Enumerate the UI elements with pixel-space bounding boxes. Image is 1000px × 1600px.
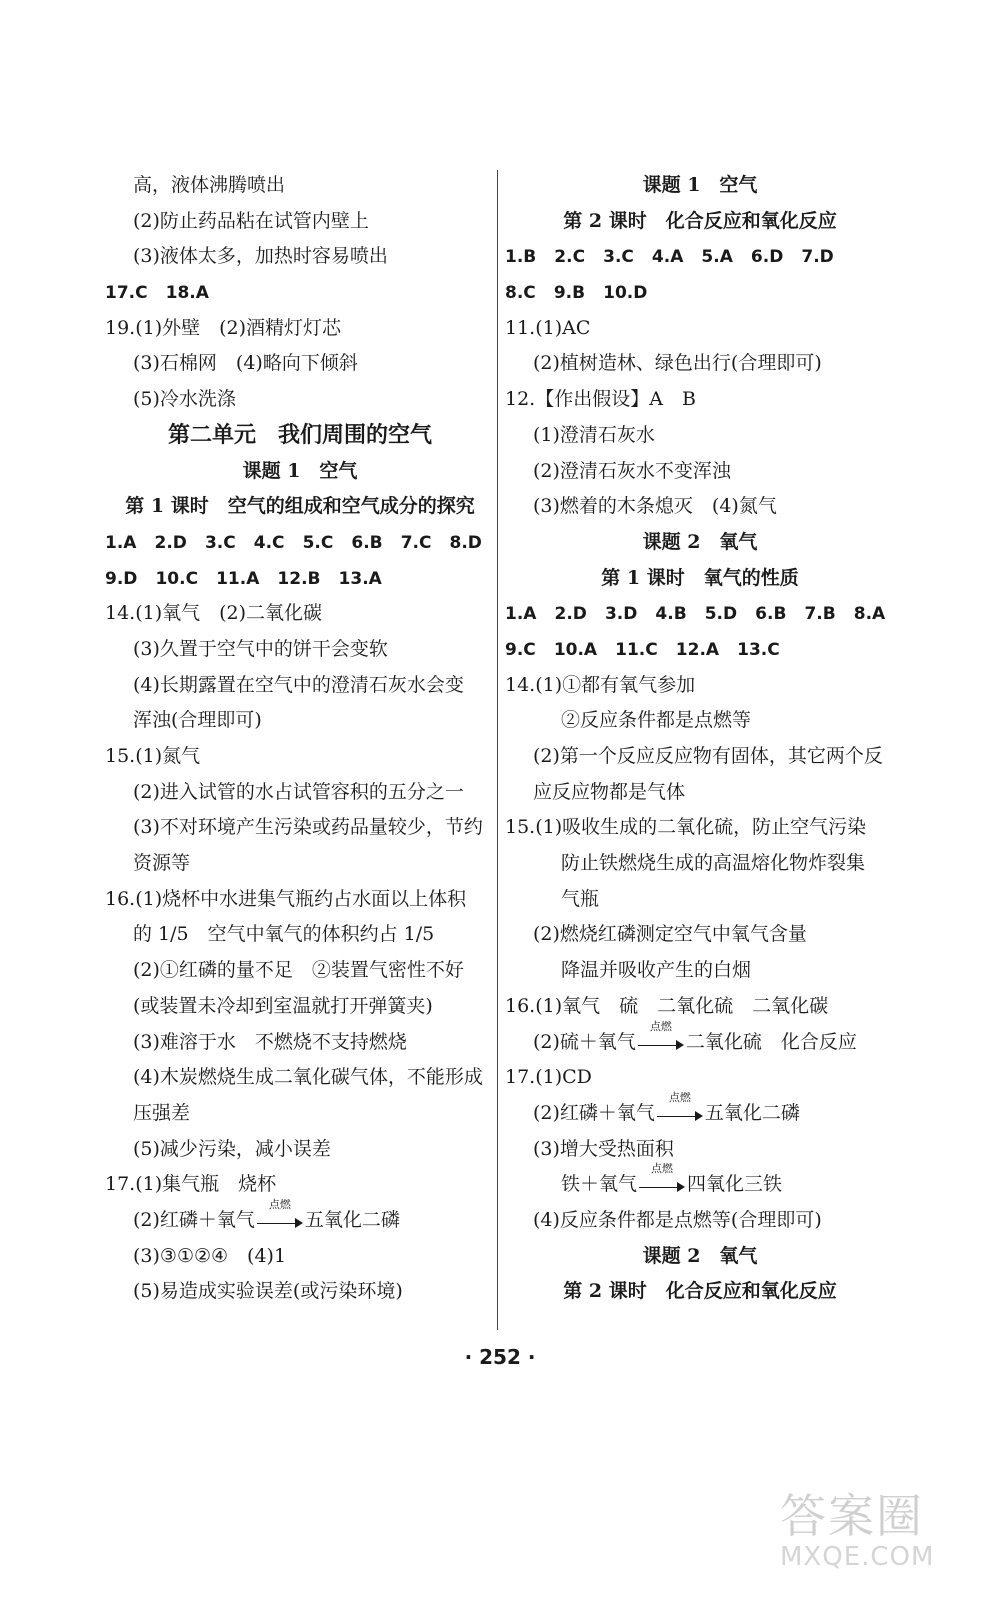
answer-line: 16.(1)氧气 硫 二氧化硫 二氧化碳	[505, 994, 829, 1017]
lesson-heading: 第 1 课时 氧气的性质	[601, 566, 799, 589]
mc-answer: 17.C	[105, 283, 148, 304]
mc-answer: 5.C	[302, 532, 334, 553]
answer-line: (或装置未冷却到室温就打开弹簧夹)	[133, 994, 433, 1017]
answer-line: (3)增大受热面积	[533, 1137, 674, 1160]
mc-answer: 5.A	[701, 247, 733, 268]
mc-row	[505, 275, 895, 311]
answer-line: (2)进入试管的水占试管容积的五分之一	[133, 780, 464, 803]
mc-answer: 4.A	[651, 247, 684, 268]
answer-line: 压强差	[133, 1101, 191, 1124]
mc-answer: 1.A	[505, 604, 537, 625]
answer-line: 14.(1)①都有氧气参加	[505, 673, 696, 696]
mc-answer: 6.B	[755, 604, 787, 625]
mc-answer: 8.D	[449, 532, 482, 553]
answer-line: 降温并吸收产生的白烟	[561, 959, 752, 982]
mc-answer: 9.D	[105, 568, 138, 589]
answer-line: (3)液体太多，加热时容易喷出	[133, 245, 388, 268]
mc-answer: 7.D	[801, 247, 834, 268]
answer-line: (4)木炭燃烧生成二氧化碳气体，不能形成	[133, 1066, 483, 1089]
answer-line: 应反应物都是气体	[533, 780, 686, 803]
mc-answer: 7.B	[804, 604, 836, 625]
mc-answer: 18.A	[165, 283, 209, 304]
equation-line	[505, 1090, 895, 1132]
equation-reactants: 铁＋氧气	[561, 1173, 638, 1196]
answer-line: (4)反应条件都是点燃等(合理即可)	[533, 1208, 822, 1231]
answer-line: (2)防止药品粘在试管内壁上	[133, 209, 369, 232]
equation-reactants: (2)红磷＋氧气	[533, 1101, 655, 1124]
answer-line: 的 1/5 空气中氧气的体积约占 1/5	[133, 923, 435, 946]
mc-answer: 2.D	[154, 532, 187, 553]
equation-line	[505, 1162, 895, 1203]
answer-line: (4)长期露置在空气中的澄清石灰水会变	[133, 673, 464, 696]
mc-row	[105, 561, 495, 597]
mc-answer: 3.C	[204, 532, 236, 553]
mc-answer: 12.A	[675, 639, 720, 660]
answer-line: 19.(1)外壁 (2)酒精灯灯芯	[105, 316, 342, 339]
topic-heading: 课题 2 氧气	[642, 1244, 758, 1267]
unit-title: 第二单元 我们周围的空气	[167, 421, 432, 448]
equation-products: 五氧化二磷	[704, 1101, 800, 1124]
reaction-arrow-icon	[639, 1162, 685, 1192]
answer-line: 防止铁燃烧生成的高温熔化物炸裂集	[561, 852, 866, 875]
mc-answer: 10.C	[155, 568, 199, 589]
column-divider	[497, 170, 498, 1330]
mc-answer: 1.B	[505, 247, 537, 268]
mc-answer: 1.A	[105, 532, 137, 553]
topic-heading: 课题 1 空气	[642, 174, 758, 196]
mc-answer: 6.D	[750, 247, 784, 268]
answer-line: (3)不对环境产生污染或药品量较少，节约	[133, 816, 483, 839]
answer-line: 11.(1)AC	[505, 316, 591, 339]
equation-line	[505, 1019, 895, 1061]
watermark-logo	[780, 1480, 980, 1590]
mc-answer: 3.D	[604, 604, 638, 625]
answer-line: (2)燃烧红磷测定空气中氧气含量	[533, 923, 807, 946]
answer-line: (3)石棉网 (4)略向下倾斜	[133, 352, 358, 375]
answer-line: 12.【作出假设】A B	[505, 388, 696, 411]
reaction-condition: 点燃	[651, 1162, 674, 1176]
answer-line: (5)易造成实验误差(或污染环境)	[133, 1280, 403, 1303]
answer-line: 16.(1)烧杯中水进集气瓶约占水面以上体积	[105, 887, 467, 910]
mc-row	[105, 525, 495, 561]
watermark-url: MXQE.COM	[780, 1542, 935, 1572]
answer-line: (2)植树造林、绿色出行(合理即可)	[533, 352, 822, 375]
watermark-logo-text: 答案圈	[780, 1489, 924, 1543]
mc-row	[105, 275, 495, 311]
reaction-condition: 点燃	[649, 1019, 672, 1033]
answer-line: 17.(1)CD	[505, 1066, 592, 1089]
left-column	[105, 168, 495, 1310]
answer-line: (2)澄清石灰水不变浑浊	[533, 459, 731, 482]
mc-answer: 8.C	[505, 283, 536, 304]
mc-answer: 9.B	[553, 283, 586, 304]
reaction-arrow-icon	[638, 1019, 684, 1050]
equation-reactants: (2)红磷＋氧气	[133, 1208, 255, 1231]
mc-answer: 9.C	[505, 639, 536, 660]
answer-line: 气瓶	[561, 887, 600, 910]
mc-answer: 6.B	[351, 532, 383, 553]
lesson-heading: 第 1 课时 空气的组成和空气成分的探究	[125, 495, 475, 518]
lesson-heading: 第 2 课时 化合反应和氧化反应	[563, 1280, 837, 1303]
answer-line: 资源等	[133, 852, 191, 875]
answer-line: (5)减少污染，减小误差	[133, 1137, 331, 1160]
equation-reactants: (2)硫＋氧气	[533, 1030, 636, 1053]
answer-line: 17.(1)集气瓶 烧杯	[105, 1173, 277, 1196]
topic-heading: 课题 2 氧气	[642, 530, 758, 553]
answer-line: (3)久置于空气中的饼干会变软	[133, 637, 388, 660]
reaction-condition: 点燃	[668, 1090, 691, 1104]
mc-answer: 11.A	[216, 568, 260, 589]
reaction-arrow-icon	[257, 1197, 303, 1228]
mc-answer: 2.D	[554, 604, 587, 625]
mc-answer: 10.D	[603, 283, 648, 304]
equation-products: 二氧化硫 化合反应	[685, 1030, 857, 1053]
mc-answer: 4.C	[253, 532, 285, 553]
answer-line: 15.(1)氮气	[105, 745, 201, 767]
mc-answer: 13.A	[338, 568, 382, 589]
answer-line: 高，液体沸腾喷出	[133, 174, 286, 196]
answer-line: (2)第一个反应反应物有固体，其它两个反	[533, 745, 883, 767]
mc-answer: 5.D	[704, 604, 738, 625]
lesson-heading: 第 2 课时 化合反应和氧化反应	[563, 209, 837, 232]
mc-answer: 7.C	[400, 532, 432, 553]
reaction-condition: 点燃	[268, 1197, 291, 1211]
right-column	[505, 168, 895, 1310]
answer-line: (2)①红磷的量不足 ②装置气密性不好	[133, 959, 464, 982]
answer-line: 浑浊(合理即可)	[133, 709, 262, 732]
reaction-arrow-icon	[657, 1090, 703, 1121]
answer-line: (3)难溶于水 不燃烧不支持燃烧	[133, 1030, 407, 1053]
mc-row	[505, 239, 895, 275]
mc-answer: 8.A	[853, 604, 886, 625]
answer-line: (3)燃着的木条熄灭 (4)氮气	[533, 495, 777, 518]
mc-answer: 3.C	[603, 247, 634, 268]
mc-answer: 10.A	[553, 639, 598, 660]
mc-answer: 11.C	[615, 639, 658, 660]
equation-line	[105, 1197, 495, 1239]
mc-answer: 4.B	[655, 604, 687, 625]
mc-answer: 2.C	[554, 247, 586, 268]
mc-answer: 13.C	[737, 639, 780, 660]
equation-products: 四氧化三铁	[687, 1173, 783, 1196]
answer-line: (1)澄清石灰水	[533, 423, 655, 446]
answer-line: 14.(1)氧气 (2)二氧化碳	[105, 602, 323, 625]
answer-line: 15.(1)吸收生成的二氧化硫，防止空气污染	[505, 816, 867, 839]
equation-products: 五氧化二磷	[304, 1208, 400, 1231]
answer-line: (3)③①②④ (4)1	[133, 1244, 287, 1267]
topic-heading: 课题 1 空气	[242, 459, 358, 482]
mc-row	[505, 596, 895, 632]
answer-line: ②反应条件都是点燃等	[561, 709, 752, 732]
answer-line: (5)冷水洗涤	[133, 388, 236, 411]
mc-row	[505, 632, 895, 668]
page-number: · 252 ·	[464, 1345, 536, 1369]
mc-answer: 12.B	[277, 568, 321, 589]
